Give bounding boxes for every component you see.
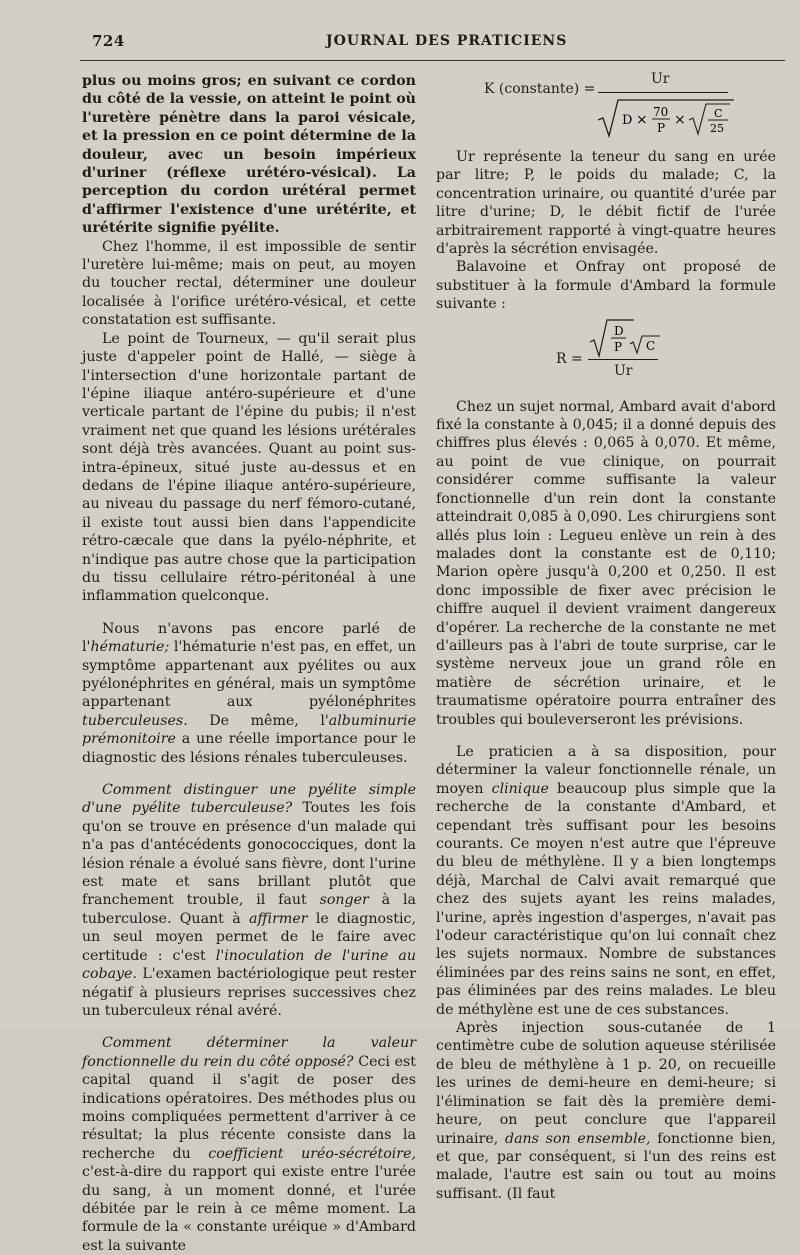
times-sign: × xyxy=(636,112,648,128)
right-column xyxy=(436,72,776,1203)
paragraph: Chez un sujet normal, Ambard avait d'abord fixé la constante à 0,045; il a donné depuis des chiffres plus élevés : 0,065 à 0,070. Et même, au point de vue clinique, on pourrait considérer comme suffisante la valeur fonctionnelle d'un rein dont la constante atteindrait 0,085 à 0,090. Les chirurgiens sont allés plus loin : Legueu enlève un rein à des malades dont la constante est de 0,110; Marion opère jusqu'à 0,200 et 0,250. Il est donc impossible de fixer avec précision le chiffre auquel il devient vraiment dangereux d'opérer. La recherche de la constante ne met d'ailleurs pas à l'abri de toute surprise, car le système nerveux joue un grand rôle en matière de sécrétion urinaire, et le traumatisme opératoire pourra entraîner des troubles qui bouleverseront les prévisions. xyxy=(436,398,776,728)
running-header xyxy=(80,30,780,54)
formula-d: D xyxy=(622,113,633,128)
formula-balavoine-onfray xyxy=(436,320,776,390)
times-sign-2: × xyxy=(674,112,686,128)
paragraph: Ur représente la teneur du sang en urée par litre; P, le poids du malade; C, la concentration urinaire, ou quantité d'urée par litre d'urine; D, le débit fictif de l'urée arbitrairement rapporté à vingt-quatre heures d'après la sécrétion envisagée. xyxy=(436,149,776,258)
left-column xyxy=(82,72,416,1255)
page-number: 724 xyxy=(92,32,125,50)
formula-constante-ambard xyxy=(436,72,776,142)
formula-lhs: R = xyxy=(556,350,583,367)
frac-num: 70 xyxy=(653,105,669,119)
sqrt-num: C xyxy=(714,107,723,120)
paragraph: Balavoine et Onfray ont proposé de substituer à la formule d'Ambard la formule suivante : xyxy=(436,259,776,313)
paragraph: plus ou moins gros; en suivant ce cordon du côté de la vessie, on atteint le point où l'uretère pénètre dans la paroi vésicale, et la pression en ce point détermine de la douleur, avec un besoin impérieux d'uriner (réflexe urétéro-vésical). La perception du cordon urétéral permet d'affirmer l'existence d'une urétérite, et urétérite signifie pyélite. xyxy=(82,73,416,237)
formula-lhs: K (constante) = xyxy=(484,81,596,97)
inner-radical-sign xyxy=(630,336,660,353)
paragraph: Le point de Tourneux, — qu'il serait plus juste d'appeler point de Hallé, — siège à l'intersection d'une horizontale partant de l'épine iliaque antéro-supérieure et d'une verticale partant de l'épine du pubis; il n'est vraiment net que quand les lésions urétérales sont déjà très avancées. Quant au point sus-intra-épineux, situé juste au-dessus et en dedans de l'épine iliaque antéro-supérieure, au niveau du passage du nerf fémoro-cutané, il existe tout aussi bien dans l'appendicite rétro-cæcale que dans la pyélo-néphrite, et n'indique pas autre chose que la participation du tissu cellulaire rétro-péritonéal à une inflammation quelconque. xyxy=(82,330,416,605)
journal-title: JOURNAL DES PRATICIENS xyxy=(326,33,568,49)
paragraph-hematurie: Nous n'avons pas encore parlé de l'hématurie; l'hématurie n'est pas, en effet, un symptôme appartenant aux pyélites ou aux pyélonéphrites en général, mais un symptôme appartenant aux pyélonéphrites tuberculeuses. De même, l'albuminurie prémonitoire a une réelle importance pour le diagnostic des lésions rénales tuberculeuses. xyxy=(82,620,416,766)
paragraph-injection: Après injection sous-cutanée de 1 centimètre cube de solution aqueuse stérilisée de bleu de méthylène à 1 p. 20, on recueille les urines de demi-heure en demi-heure; si l'élimination se fait dès la première demi-heure, on peut conclure que l'appareil urinaire, dans son ensemble, fonctionne bien, et que, par conséquent, si l'un des reins est malade, l'autre est sain ou tout au moins suffisant. (Il faut xyxy=(436,1020,776,1202)
paragraph: Chez l'homme, il est impossible de sentir l'uretère lui-même; mais on peut, au moyen du toucher rectal, déterminer une douleur localisée à l'orifice urétéro-vésical, et cette constatation est suffisante. xyxy=(82,238,416,329)
paragraph-bleu-methylene: Le praticien a à sa disposition, pour déterminer la valeur fonctionnelle rénale, un moyen clinique beaucoup plus simple que la recherche de la constante d'Ambard, et cependant très suffisant pour les besoins courants. Ce moyen n'est autre que l'épreuve du bleu de méthylène. Il y a bien longtemps déjà, Marchal de Calvi avait remarqué que chez des sujets ayant les reins malades, l'urine, après ingestion d'asperges, n'avait pas l'odeur caractéristique qu'on lui connaît chez les sujets normaux. Nombre de substances éliminées par des reins sains ne sont, en effet, pas éliminées par des reins malades. Le bleu de méthylène est une de ces substances. xyxy=(436,743,777,1018)
formula-denominator: Ur xyxy=(614,362,633,379)
paragraph-pyelite: Comment distinguer une pyélite simple d'une pyélite tuberculeuse? Toutes les fois qu'on se trouve en présence d'un malade qui n'a pas d'antécédents gonococciques, dont la lésion rénale a évolué sans fièvre, dont l'urine est mate et sans brillant plutôt que franchement trouble, il faut songer à la tuberculose. Quant à affirmer le diagnostic, un seul moyen permet de le faire avec certitude : c'est l'inoculation de l'urine au cobaye. L'examen bactériologique peut rester négatif à plusieurs reprises successives chez un tuberculeux rénal avéré. xyxy=(82,782,416,1019)
sqrt-den: 25 xyxy=(710,122,724,135)
frac-num: D xyxy=(614,323,624,338)
formula-numerator: Ur xyxy=(651,71,670,87)
frac-den: P xyxy=(657,121,666,135)
fraction-bar xyxy=(588,359,658,360)
paragraph-valeur-fonctionnelle: Comment déterminer la valeur fonctionnelle du rein du côté opposé? Ceci est capital quand il s'agit de poser des indications opératoires. Des méthodes plus ou moins compliquées permettent d'arriver à ce résultat; la plus récente consiste dans la recherche du coefficient uréo-sécrétoire, c'est-à-dire du rapport qui existe entre l'urée du sang, à un moment donné, et l'urée débitée par le rein à ce même moment. La formule de la « constante uréique » d'Ambard est la suivante xyxy=(82,1035,416,1254)
formula-denominator xyxy=(596,98,736,138)
formula-numerator xyxy=(588,318,668,358)
sqrt-c: C xyxy=(646,338,656,353)
header-rule xyxy=(80,60,785,61)
fraction-bar xyxy=(598,92,728,93)
frac-den: P xyxy=(614,339,623,354)
